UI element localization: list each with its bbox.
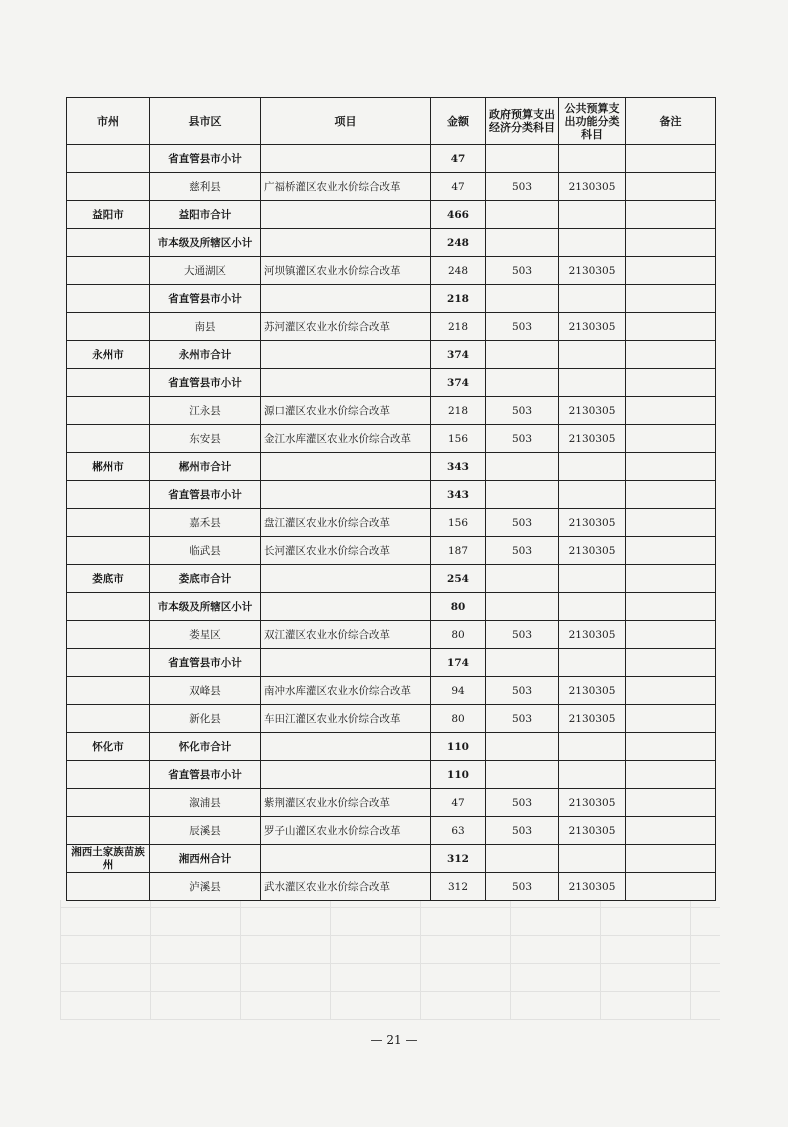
county-cell: 大通湖区 — [150, 257, 261, 285]
note-cell — [626, 845, 716, 873]
table-row — [67, 341, 716, 369]
table-row — [67, 733, 716, 761]
note-cell — [626, 257, 716, 285]
project-cell — [261, 733, 431, 761]
project-cell — [261, 481, 431, 509]
amount-cell: 254 — [431, 565, 486, 593]
project-cell: 双江灌区农业水价综合改革 — [261, 621, 431, 649]
amount-cell: 187 — [431, 537, 486, 565]
econ-class-cell — [486, 733, 559, 761]
func-class-cell: 2130305 — [559, 173, 626, 201]
econ-class-cell — [486, 481, 559, 509]
table-row — [67, 537, 716, 565]
table-row — [67, 761, 716, 789]
table-row — [67, 677, 716, 705]
func-class-cell: 2130305 — [559, 425, 626, 453]
func-class-cell: 2130305 — [559, 313, 626, 341]
econ-class-cell — [486, 453, 559, 481]
table-row — [67, 229, 716, 257]
econ-class-cell: 503 — [486, 873, 559, 901]
note-cell — [626, 621, 716, 649]
city-cell — [67, 537, 150, 565]
amount-cell: 248 — [431, 229, 486, 257]
func-class-cell — [559, 145, 626, 173]
econ-class-cell — [486, 369, 559, 397]
project-cell: 河坝镇灌区农业水价综合改革 — [261, 257, 431, 285]
project-cell: 南冲水库灌区农业水价综合改革 — [261, 677, 431, 705]
table-row — [67, 369, 716, 397]
project-cell — [261, 453, 431, 481]
func-class-cell — [559, 565, 626, 593]
page-number: — 21 — — [370, 1033, 418, 1047]
city-cell — [67, 873, 150, 901]
county-cell: 双峰县 — [150, 677, 261, 705]
table-row — [67, 481, 716, 509]
econ-class-cell: 503 — [486, 425, 559, 453]
amount-cell: 343 — [431, 481, 486, 509]
note-cell — [626, 145, 716, 173]
city-cell: 娄底市 — [67, 565, 150, 593]
amount-cell: 156 — [431, 509, 486, 537]
table-row — [67, 257, 716, 285]
func-class-cell — [559, 593, 626, 621]
county-cell: 市本级及所辖区小计 — [150, 229, 261, 257]
amount-cell: 374 — [431, 341, 486, 369]
econ-class-cell — [486, 341, 559, 369]
note-cell — [626, 453, 716, 481]
table-row — [67, 649, 716, 677]
func-class-cell — [559, 733, 626, 761]
county-cell: 省直管县市小计 — [150, 369, 261, 397]
note-cell — [626, 369, 716, 397]
econ-class-cell — [486, 201, 559, 229]
table-row — [67, 845, 716, 873]
func-class-cell: 2130305 — [559, 705, 626, 733]
project-cell — [261, 201, 431, 229]
city-cell — [67, 257, 150, 285]
econ-class-cell: 503 — [486, 817, 559, 845]
county-cell: 益阳市合计 — [150, 201, 261, 229]
note-cell — [626, 705, 716, 733]
project-cell: 车田江灌区农业水价综合改革 — [261, 705, 431, 733]
city-cell — [67, 677, 150, 705]
note-cell — [626, 649, 716, 677]
project-cell: 武水灌区农业水价综合改革 — [261, 873, 431, 901]
econ-class-cell: 503 — [486, 509, 559, 537]
note-cell — [626, 593, 716, 621]
table-body — [67, 145, 716, 901]
county-cell: 永州市合计 — [150, 341, 261, 369]
project-cell: 盘江灌区农业水价综合改革 — [261, 509, 431, 537]
amount-cell: 218 — [431, 285, 486, 313]
project-cell: 长河灌区农业水价综合改革 — [261, 537, 431, 565]
table-row — [67, 173, 716, 201]
func-class-cell — [559, 201, 626, 229]
project-cell: 苏河灌区农业水价综合改革 — [261, 313, 431, 341]
amount-cell: 248 — [431, 257, 486, 285]
city-cell — [67, 397, 150, 425]
note-cell — [626, 789, 716, 817]
project-cell — [261, 649, 431, 677]
econ-class-cell — [486, 845, 559, 873]
amount-cell: 110 — [431, 761, 486, 789]
func-class-cell — [559, 229, 626, 257]
table-row — [67, 453, 716, 481]
econ-class-cell: 503 — [486, 621, 559, 649]
func-class-cell: 2130305 — [559, 677, 626, 705]
city-cell — [67, 761, 150, 789]
table-row — [67, 397, 716, 425]
table-row — [67, 313, 716, 341]
city-cell — [67, 285, 150, 313]
county-cell: 娄星区 — [150, 621, 261, 649]
city-cell — [67, 425, 150, 453]
county-cell: 湘西州合计 — [150, 845, 261, 873]
amount-cell: 47 — [431, 145, 486, 173]
city-cell: 郴州市 — [67, 453, 150, 481]
header-project: 项目 — [261, 98, 431, 145]
city-cell — [67, 621, 150, 649]
note-cell — [626, 509, 716, 537]
econ-class-cell — [486, 145, 559, 173]
amount-cell: 312 — [431, 845, 486, 873]
func-class-cell: 2130305 — [559, 509, 626, 537]
func-class-cell — [559, 369, 626, 397]
city-cell — [67, 173, 150, 201]
econ-class-cell: 503 — [486, 173, 559, 201]
amount-cell: 374 — [431, 369, 486, 397]
func-class-cell: 2130305 — [559, 873, 626, 901]
county-cell: 泸溪县 — [150, 873, 261, 901]
amount-cell: 94 — [431, 677, 486, 705]
amount-cell: 47 — [431, 789, 486, 817]
func-class-cell — [559, 341, 626, 369]
city-cell — [67, 481, 150, 509]
project-cell — [261, 369, 431, 397]
header-county: 县市区 — [150, 98, 261, 145]
county-cell: 省直管县市小计 — [150, 145, 261, 173]
amount-cell: 312 — [431, 873, 486, 901]
table-row — [67, 817, 716, 845]
table-row — [67, 509, 716, 537]
econ-class-cell: 503 — [486, 705, 559, 733]
note-cell — [626, 397, 716, 425]
table-row — [67, 873, 716, 901]
project-cell: 金江水库灌区农业水价综合改革 — [261, 425, 431, 453]
city-cell: 湘西土家族苗族州 — [67, 845, 150, 873]
city-cell — [67, 705, 150, 733]
note-cell — [626, 537, 716, 565]
econ-class-cell: 503 — [486, 677, 559, 705]
table-row — [67, 621, 716, 649]
note-cell — [626, 229, 716, 257]
note-cell — [626, 481, 716, 509]
county-cell: 市本级及所辖区小计 — [150, 593, 261, 621]
econ-class-cell: 503 — [486, 313, 559, 341]
county-cell: 怀化市合计 — [150, 733, 261, 761]
econ-class-cell — [486, 761, 559, 789]
city-cell — [67, 369, 150, 397]
note-cell — [626, 285, 716, 313]
county-cell: 慈利县 — [150, 173, 261, 201]
city-cell — [67, 593, 150, 621]
project-cell — [261, 761, 431, 789]
header-city: 市州 — [67, 98, 150, 145]
county-cell: 溆浦县 — [150, 789, 261, 817]
func-class-cell — [559, 285, 626, 313]
city-cell — [67, 145, 150, 173]
econ-class-cell: 503 — [486, 397, 559, 425]
table-row — [67, 145, 716, 173]
func-class-cell: 2130305 — [559, 257, 626, 285]
county-cell: 嘉禾县 — [150, 509, 261, 537]
county-cell: 东安县 — [150, 425, 261, 453]
project-cell — [261, 229, 431, 257]
city-cell — [67, 817, 150, 845]
note-cell — [626, 341, 716, 369]
note-cell — [626, 733, 716, 761]
econ-class-cell — [486, 649, 559, 677]
city-cell — [67, 229, 150, 257]
county-cell: 郴州市合计 — [150, 453, 261, 481]
county-cell: 省直管县市小计 — [150, 481, 261, 509]
amount-cell: 110 — [431, 733, 486, 761]
func-class-cell: 2130305 — [559, 621, 626, 649]
city-cell — [67, 649, 150, 677]
city-cell: 永州市 — [67, 341, 150, 369]
county-cell: 省直管县市小计 — [150, 285, 261, 313]
project-cell: 源口灌区农业水价综合改革 — [261, 397, 431, 425]
county-cell: 新化县 — [150, 705, 261, 733]
amount-cell: 466 — [431, 201, 486, 229]
amount-cell: 80 — [431, 705, 486, 733]
econ-class-cell — [486, 229, 559, 257]
amount-cell: 80 — [431, 621, 486, 649]
func-class-cell — [559, 845, 626, 873]
econ-class-cell — [486, 285, 559, 313]
project-cell — [261, 341, 431, 369]
amount-cell: 63 — [431, 817, 486, 845]
table-row — [67, 425, 716, 453]
project-cell — [261, 285, 431, 313]
func-class-cell: 2130305 — [559, 789, 626, 817]
fund-allocation-table — [66, 97, 716, 901]
table-row — [67, 565, 716, 593]
county-cell: 辰溪县 — [150, 817, 261, 845]
amount-cell: 156 — [431, 425, 486, 453]
func-class-cell: 2130305 — [559, 537, 626, 565]
county-cell: 江永县 — [150, 397, 261, 425]
func-class-cell — [559, 481, 626, 509]
amount-cell: 218 — [431, 397, 486, 425]
project-cell — [261, 593, 431, 621]
amount-cell: 47 — [431, 173, 486, 201]
econ-class-cell — [486, 565, 559, 593]
city-cell: 怀化市 — [67, 733, 150, 761]
func-class-cell — [559, 453, 626, 481]
note-cell — [626, 761, 716, 789]
amount-cell: 343 — [431, 453, 486, 481]
amount-cell: 80 — [431, 593, 486, 621]
header-econ-class: 政府预算支出经济分类科目 — [486, 98, 559, 145]
func-class-cell: 2130305 — [559, 397, 626, 425]
county-cell: 省直管县市小计 — [150, 761, 261, 789]
project-cell: 罗子山灌区农业水价综合改革 — [261, 817, 431, 845]
header-func-class: 公共预算支出功能分类科目 — [559, 98, 626, 145]
table-row — [67, 593, 716, 621]
econ-class-cell — [486, 593, 559, 621]
note-cell — [626, 173, 716, 201]
scan-shadow — [60, 900, 720, 1020]
project-cell — [261, 565, 431, 593]
note-cell — [626, 425, 716, 453]
project-cell: 广福桥灌区农业水价综合改革 — [261, 173, 431, 201]
note-cell — [626, 677, 716, 705]
project-cell — [261, 145, 431, 173]
county-cell: 南县 — [150, 313, 261, 341]
county-cell: 省直管县市小计 — [150, 649, 261, 677]
econ-class-cell: 503 — [486, 537, 559, 565]
note-cell — [626, 873, 716, 901]
project-cell — [261, 845, 431, 873]
note-cell — [626, 565, 716, 593]
note-cell — [626, 817, 716, 845]
city-cell — [67, 313, 150, 341]
func-class-cell — [559, 649, 626, 677]
amount-cell: 218 — [431, 313, 486, 341]
func-class-cell — [559, 761, 626, 789]
table-row — [67, 201, 716, 229]
econ-class-cell: 503 — [486, 789, 559, 817]
table-row — [67, 789, 716, 817]
func-class-cell: 2130305 — [559, 817, 626, 845]
header-amount: 金额 — [431, 98, 486, 145]
note-cell — [626, 313, 716, 341]
amount-cell: 174 — [431, 649, 486, 677]
table-row — [67, 705, 716, 733]
county-cell: 娄底市合计 — [150, 565, 261, 593]
city-cell — [67, 509, 150, 537]
note-cell — [626, 201, 716, 229]
city-cell — [67, 789, 150, 817]
table-header-row — [67, 98, 716, 145]
table-row — [67, 285, 716, 313]
county-cell: 临武县 — [150, 537, 261, 565]
city-cell: 益阳市 — [67, 201, 150, 229]
project-cell: 紫荆灌区农业水价综合改革 — [261, 789, 431, 817]
header-note: 备注 — [626, 98, 716, 145]
econ-class-cell: 503 — [486, 257, 559, 285]
